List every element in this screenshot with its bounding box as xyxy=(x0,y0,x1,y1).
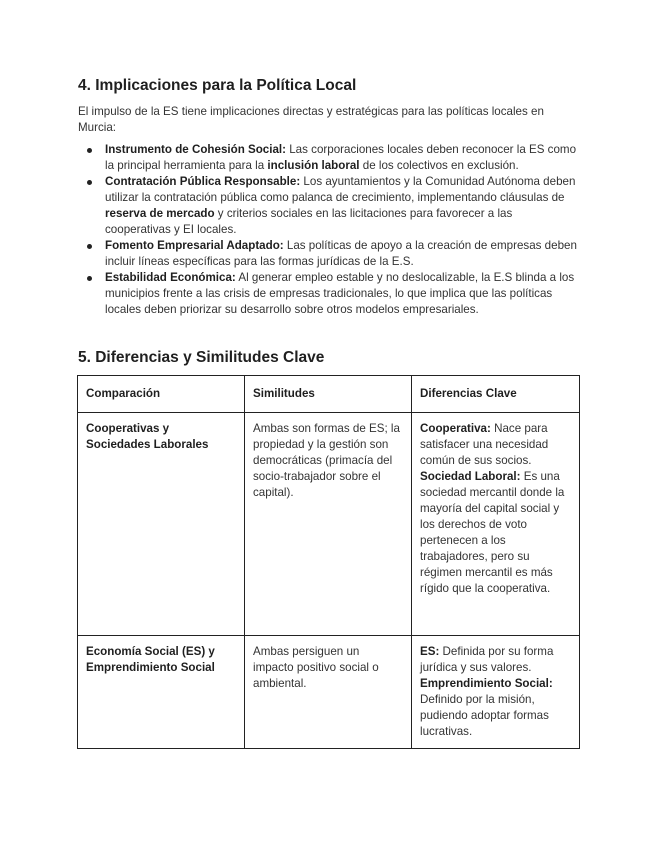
header-comparison: Comparación xyxy=(78,376,245,413)
section-4-title: 4. Implicaciones para la Política Local xyxy=(78,77,357,94)
bullet-item xyxy=(78,238,580,270)
bullet-term: Contratación Pública Responsable: xyxy=(105,175,301,188)
comparison-table xyxy=(77,375,580,749)
difference-entry xyxy=(420,644,571,676)
difference-text: Nace para satisfacer una necesidad común de sus socios. xyxy=(420,422,549,467)
difference-label: Cooperativa: xyxy=(420,422,491,435)
table-header-row xyxy=(78,376,580,413)
difference-label: Sociedad Laboral: xyxy=(420,470,521,483)
difference-text: Definido por la misión, pudiendo adoptar formas lucrativas. xyxy=(420,693,549,738)
comparison-cell xyxy=(78,413,245,636)
bullet-text: Las políticas de apoyo a la creación de empresas deben incluir líneas específicas para las formas jurídicas de la E.S. xyxy=(105,239,577,268)
bullet-text: Las corporaciones locales deben reconocer la ES como la principal herramienta para la xyxy=(105,143,577,172)
header-differences: Diferencias Clave xyxy=(412,376,580,413)
bullet-dot-icon xyxy=(87,148,92,153)
difference-text: Definida por su forma jurídica y sus valores. xyxy=(420,645,554,674)
header-similarities: Similitudes xyxy=(245,376,412,413)
difference-label: Emprendimiento Social: xyxy=(420,677,553,690)
bullet-text: Al generar empleo estable y no deslocalizable, la E.S blinda a los municipios frente a las crisis de empresas tradicionales, lo que implica que las políticas locales deben priorizar su desarrollo sobre otros modelos empresariales. xyxy=(105,271,575,316)
bullet-dot-icon xyxy=(87,180,92,185)
policy-implications-list xyxy=(78,142,580,318)
bullet-item xyxy=(78,270,580,318)
section-5-title: 5. Diferencias y Similitudes Clave xyxy=(78,349,325,366)
similarities-cell: Ambas persiguen un impacto positivo social o ambiental. xyxy=(245,636,412,749)
difference-text: Es una sociedad mercantil donde la mayoría del capital social y los derechos de voto pertenecen a los trabajadores, pero su régimen mercantil es más rígido que la cooperativa. xyxy=(420,470,565,595)
section-4-intro: El impulso de la ES tiene implicaciones directas y estratégicas para las políticas locales en Murcia: xyxy=(78,105,544,134)
comparison-term: Cooperativas y Sociedades Laborales xyxy=(86,422,209,451)
difference-label: ES: xyxy=(420,645,440,658)
bullet-dot-icon xyxy=(87,244,92,249)
bullet-term: Instrumento de Cohesión Social: xyxy=(105,143,287,156)
bullet-text: Los ayuntamientos y la Comunidad Autónoma deben utilizar la contratación pública como palanca de crecimiento, implementando cláusulas de xyxy=(105,175,576,204)
bullet-term: Fomento Empresarial Adaptado: xyxy=(105,239,284,252)
difference-entry xyxy=(420,676,571,740)
bullet-term: Estabilidad Económica: xyxy=(105,271,236,284)
bullet-item xyxy=(78,142,580,174)
bullet-emphasis: inclusión laboral xyxy=(267,159,360,172)
difference-entry xyxy=(420,421,571,469)
table-row xyxy=(78,413,580,636)
bullet-dot-icon xyxy=(87,276,92,281)
bullet-text: de los colectivos en exclusión. xyxy=(359,159,519,172)
differences-cell xyxy=(412,413,580,636)
table-row xyxy=(78,636,580,749)
bullet-item xyxy=(78,174,580,238)
comparison-cell xyxy=(78,636,245,749)
differences-cell xyxy=(412,636,580,749)
bullet-text: y criterios sociales en las licitaciones para favorecer a las cooperativas y EI locales. xyxy=(105,207,513,236)
similarities-cell: Ambas son formas de ES; la propiedad y la gestión son democráticas (primacía del socio-trabajador sobre el capital). xyxy=(245,413,412,636)
difference-entry xyxy=(420,469,571,597)
comparison-term: Economía Social (ES) y Emprendimiento Social xyxy=(86,645,215,674)
bullet-emphasis: reserva de mercado xyxy=(105,207,215,220)
